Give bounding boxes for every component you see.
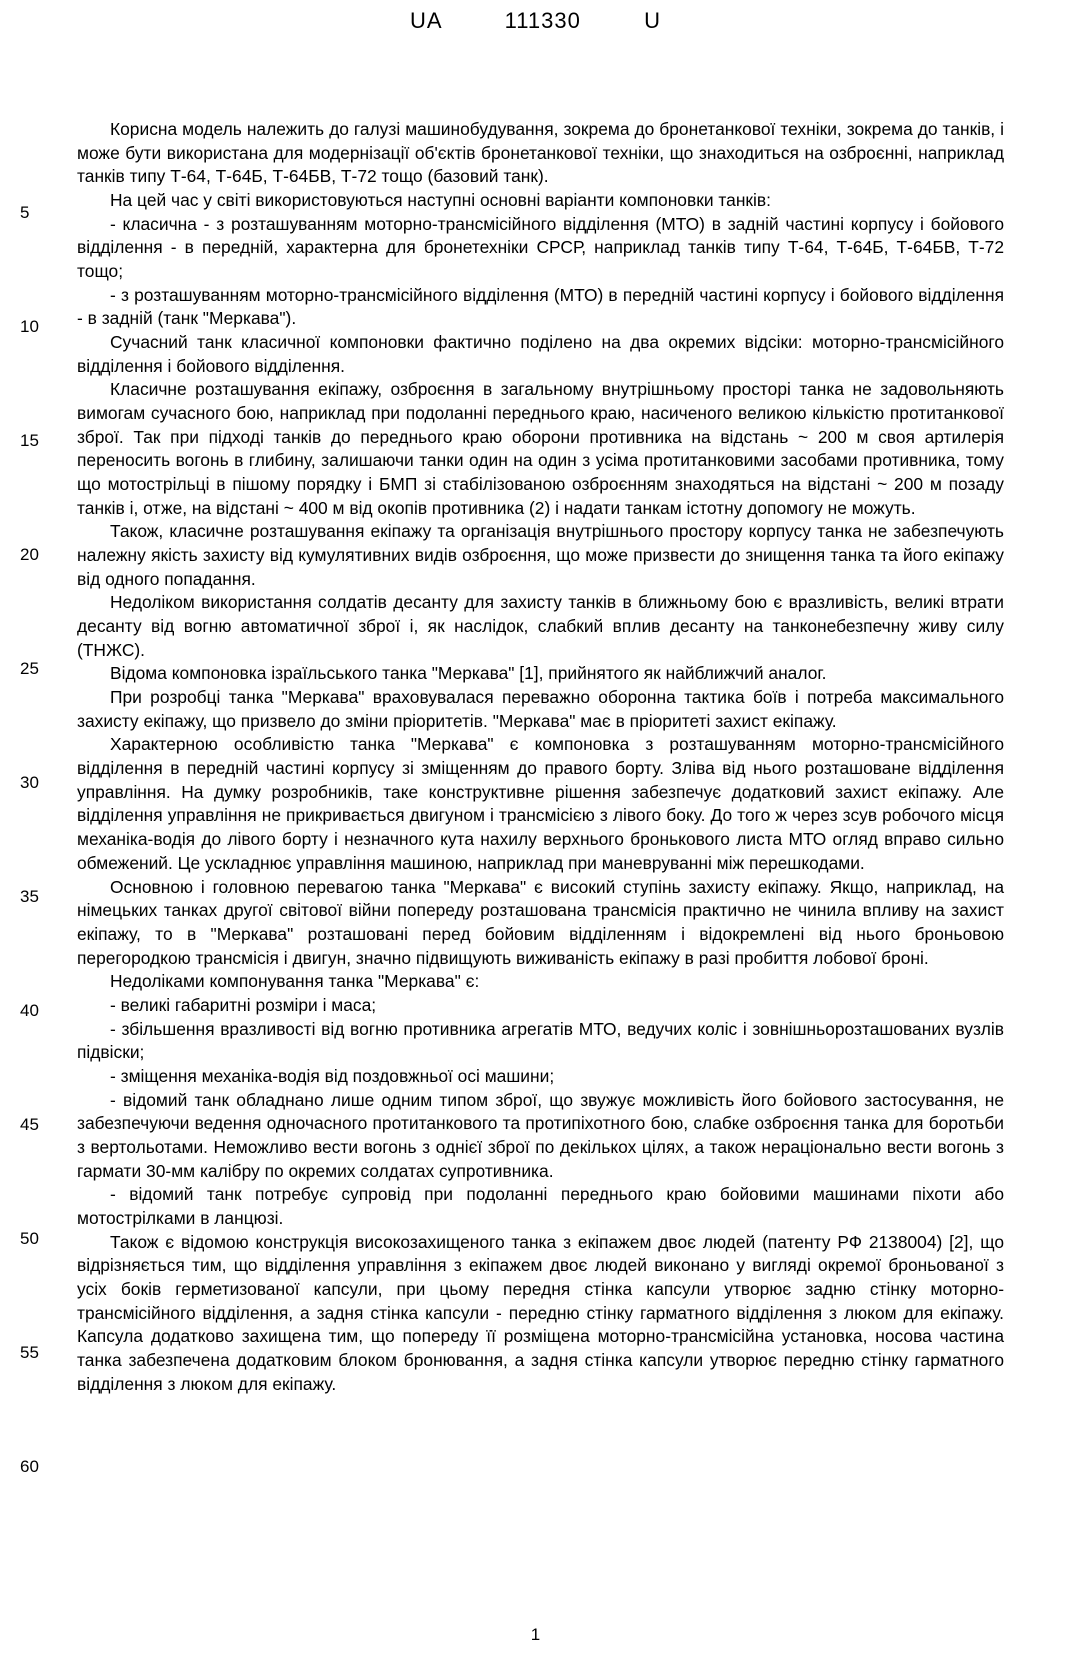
paragraph: На цей час у світі використовуються наступні основні варіанти компоновки танків:	[110, 190, 771, 211]
line-number: 5	[20, 203, 30, 222]
line-number: 35	[20, 887, 39, 906]
line-number: 55	[20, 1343, 39, 1362]
paragraph: Основною і головною перевагою танка "Меркава" є високий ступінь захисту екіпажу. Якщо, наприклад, на німецьких танках другої світової війни попереду розташована трансмісія практично не чинила впливу на захист екіпажу, то в "Меркава" розташовані перед бойовим відділенням і відокремлені від нього броньовою перегородкою трансмісія і двигун, значно підвищують виживаність екіпажу в разі пробиття лобової броні.	[77, 876, 1004, 968]
line-number: 30	[20, 773, 39, 792]
paragraph: - класична - з розташуванням моторно-трансмісійного відділення (МТО) в задній частині корпусу і бойового відділення - в передній, характерна для бронетехніки СРСР, наприклад танків типу Т-64, Т-64Б, Т-64БВ, Т-72 тощо;	[77, 213, 1004, 282]
paragraph: Недоліком використання солдатів десанту для захисту танків в ближньому бою є вразливість, великі втрати десанту від вогню автоматичної зброї і, як наслідок, слабкий вплив десанту на танконебезпечну живу силу (ТНЖС).	[77, 592, 1004, 660]
line-number: 10	[20, 317, 39, 336]
line-number: 40	[20, 1001, 39, 1020]
paragraph: Також є відомою конструкція високозахищеного танка з екіпажем двоє людей (патенту РФ 2138004) [2], що відрізняється тим, що відділення управління з екіпажем двоє людей виконано у вигляді окремої броньованої з усіх боків герметизованої капсули, при цьому передня стінка капсули утворює задню стінку моторно-трансмісійного відділення, а задня стінка капсули - передню стінку гарматного відділення з люком для екіпажу. Капсула додатково захищена тим, що попереду її розміщена моторно-трансмісійна установка, носова частина танка забезпечена додатковим блоком бронювання, а задня стінка капсули утворює передню стінку гарматного відділення з люком для екіпажу.	[77, 1231, 1004, 1394]
line-number: 60	[20, 1457, 39, 1476]
paragraph: Також, класичне розташування екіпажу та організація внутрішнього простору корпусу танка не забезпечують належну якість захисту від кумулятивних видів озброєння, що може призвести до знищення танка та його екіпажу від одного попадання.	[77, 521, 1004, 589]
paragraph: Недоліками компонування танка "Меркава" є:	[110, 971, 480, 992]
paragraph: Відома компоновка ізраїльського танка "Меркава" [1], прийнятого як найближчий аналог.	[110, 663, 827, 684]
paragraph: Характерною особливістю танка "Меркава" є компоновка з розташуванням моторно-трансмісійного відділення в передній частині корпусу зі зміщенням до правого борту. Зліва від нього розташоване відділення управління. На думку розробників, таке конструктивне рішення забезпечує додатковий захист екіпажу. Але відділення управління не прикривається двигуном і трансмісією з лівого боку. До того ж через зсув робочого місця механіка-водія до лівого борту і незначного кута нахилу верхнього бронькового листа МТО огляд вправо сильно обмежений. Це ускладнює управління машиною, наприклад при маневруванні між перешкодами.	[77, 734, 1004, 873]
paragraph: Корисна модель належить до галузі машинобудування, зокрема до бронетанкової техніки, зокрема до танків, і може бути використана для модернізації об'єктів бронетанкової техніки, що знаходиться на озброєнні, наприклад танків типу Т-64, Т-64Б, Т-64БВ, Т-72 тощо (базовий танк).	[77, 119, 1004, 187]
paragraph: - з розташуванням моторно-трансмісійного відділення (МТО) в передній частині корпусу і бойового відділення - в задній (танк "Меркава").	[77, 284, 1004, 329]
page-number: 1	[530, 1625, 541, 1644]
line-number: 50	[20, 1229, 39, 1248]
line-number: 15	[20, 431, 39, 450]
line-number-margin	[0, 0, 60, 1656]
patent-description-body	[77, 118, 1004, 1396]
list-item: - відомий танк обладнано лише одним типом зброї, що звужує можливість його бойового застосування, не забезпечуючи ведення одночасного протитанкового та протипіхотного бою, слабке озброєння танка для боротьби з вертольотами. Неможливо вести вогонь з однієї зброї по декількох цілях, а також нераціонально вести вогонь з гармати 30-мм калібру по окремих солдатах супротивника.	[77, 1089, 1004, 1181]
paragraph: Сучасний танк класичної компоновки фактично поділено на два окремих відсіки: моторно-трансмісійного відділення і бойового відділення.	[77, 332, 1004, 376]
paragraph: При розробці танка "Меркава" враховувалася переважно оборонна тактика боїв і потреба максимального захисту екіпажу, що призвело до зміни пріоритетів. "Меркава" має в пріоритеті захист екіпажу.	[77, 687, 1004, 731]
line-number: 20	[20, 545, 39, 564]
list-item: - збільшення вразливості від вогню противника агрегатів МТО, ведучих коліс і зовнішньорозташованих вузлів підвіски;	[77, 1018, 1004, 1063]
list-item: - великі габаритні розміри і маса;	[110, 994, 377, 1015]
paragraph: Класичне розташування екіпажу, озброєння в загальному внутрішньому просторі танка не задовольняють вимогам сучасного бою, наприклад при подоланні переднього краю, насиченого великою кількістю протитанкової зброї. Так при підході танків до переднього краю оборони противника на відстань ~ 200 м своя артилерія переносить вогонь в глибину, залишаючи танки один на один з усіма протитанковими засобами противника, тому що мотострільці в пішому порядку і БМП зі стабілізованою озброєнням знаходяться на відстані ~ 200 м позаду танків і, отже, на відстані ~ 400 м від окопів противника (2) і надати танкам істотну допомогу не можуть.	[77, 379, 1004, 518]
patent-number-header: UA 111330 U	[409, 8, 662, 33]
list-item: - відомий танк потребує супровід при подоланні переднього краю бойовими машинами піхоти або мотострілками в ланцюзі.	[77, 1184, 1004, 1228]
line-number: 25	[20, 659, 39, 678]
line-number: 45	[20, 1115, 39, 1134]
list-item: - зміщення механіка-водія від поздовжньої осі машини;	[110, 1065, 555, 1086]
